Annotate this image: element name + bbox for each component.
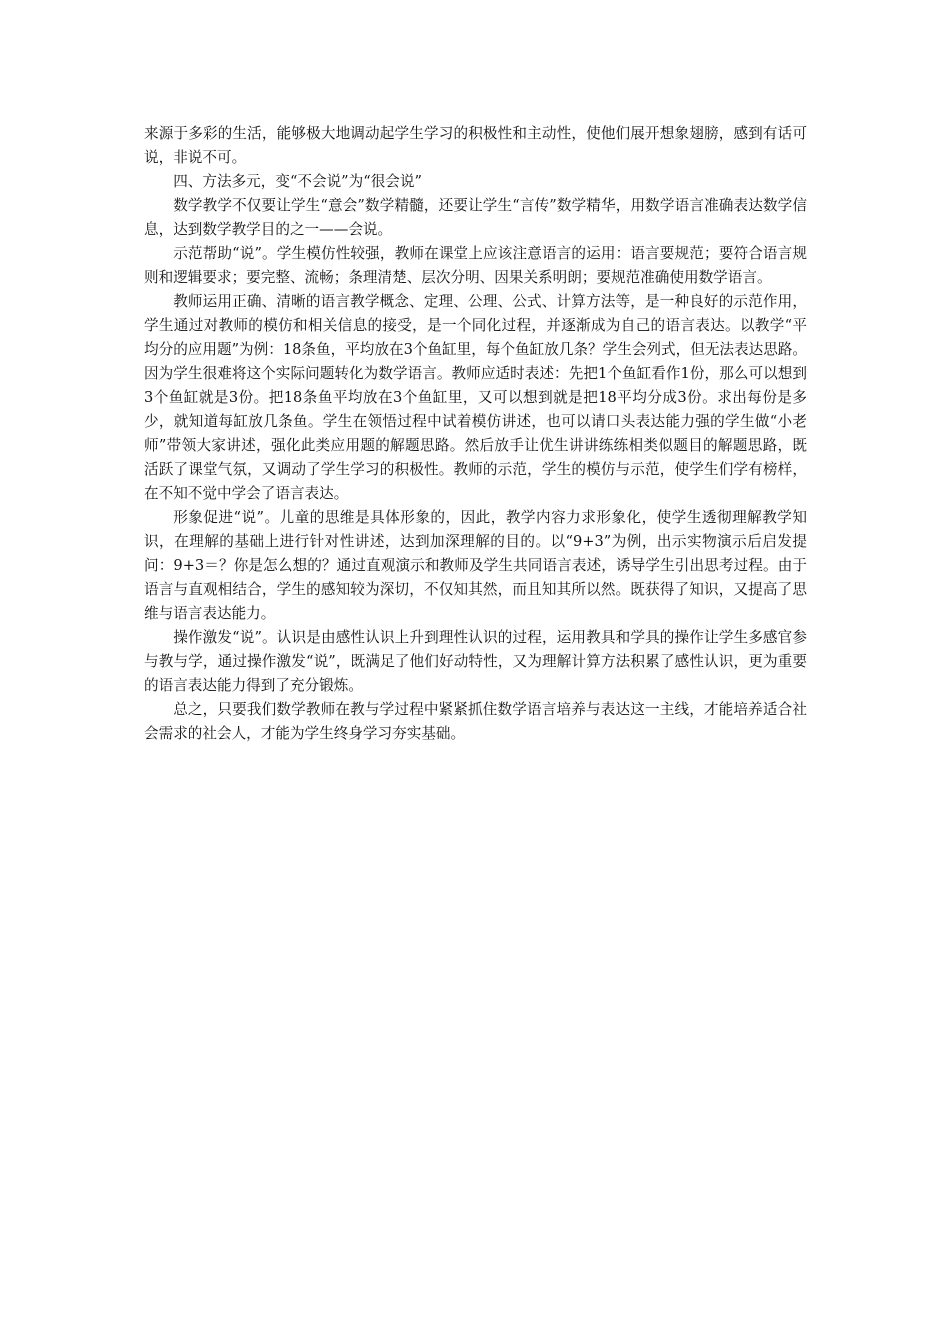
paragraph-conclusion: 总之，只要我们数学教师在教与学过程中紧紧抓住数学语言培养与表达这一主线，才能培养适合社会需求的社会人，才能为学生终身学习夯实基础。	[144, 701, 807, 742]
paragraph-intro: 数学教学不仅要让学生“意会”数学精髓，还要让学生“言传”数学精华，用数学语言准确表达数学信息，达到数学教学目的之一——会说。	[144, 197, 807, 238]
paragraph-demonstration: 示范帮助“说”。学生模仿性较强，教师在课堂上应该注意语言的运用：语言要规范；要符合语言规则和逻辑要求；要完整、流畅；条理清楚、层次分明、因果关系明朗；要规范准确使用数学语言。	[144, 245, 807, 286]
paragraph-example: 教师运用正确、清晰的语言教学概念、定理、公理、公式、计算方法等，是一种良好的示范作用，学生通过对教师的模仿和相关信息的接受，是一个同化过程，并逐渐成为自己的语言表达。以教学“平均分的应用题”为例：18条鱼，平均放在3个鱼缸里，每个鱼缸放几条？学生会列式，但无法表达思路。因为学生很难将这个实际问题转化为数学语言。教师应适时表述：先把1个鱼缸看作1份，那么可以想到3个鱼缸就是3份。把18条鱼平均放在3个鱼缸里，又可以想到就是把18平均分成3份。求出每份是多少，就知道每缸放几条鱼。学生在领悟过程中试着模仿讲述，也可以请口头表达能力强的学生做“小老师”带领大家讲述，强化此类应用题的解题思路。然后放手让优生讲讲练练相类似题目的解题思路，既活跃了课堂气氛，又调动了学生学习的积极性。教师的示范，学生的模仿与示范，使学生们学有榜样，在不知不觉中学会了语言表达。	[144, 293, 807, 502]
paragraph-operation: 操作激发“说”。认识是由感性认识上升到理性认识的过程，运用教具和学具的操作让学生多感官参与教与学，通过操作激发“说”，既满足了他们好动特性，又为理解计算方法积累了感性认识，更为重要的语言表达能力得到了充分锻炼。	[144, 629, 807, 694]
document-page	[144, 122, 807, 746]
paragraph-continuation: 来源于多彩的生活，能够极大地调动起学生学习的积极性和主动性，使他们展开想象翅膀，感到有话可说，非说不可。	[144, 125, 807, 166]
section-heading: 四、方法多元，变“不会说”为“很会说”	[173, 173, 422, 190]
paragraph-imagery: 形象促进“说”。儿童的思维是具体形象的，因此，教学内容力求形象化，使学生透彻理解教学知识，在理解的基础上进行针对性讲述，达到加深理解的目的。以“9+3”为例，出示实物演示后启发提问：9+3＝？你是怎么想的？通过直观演示和教师及学生共同语言表述，诱导学生引出思考过程。由于语言与直观相结合，学生的感知较为深切，不仅知其然，而且知其所以然。既获得了知识，又提高了思维与语言表达能力。	[144, 509, 807, 622]
